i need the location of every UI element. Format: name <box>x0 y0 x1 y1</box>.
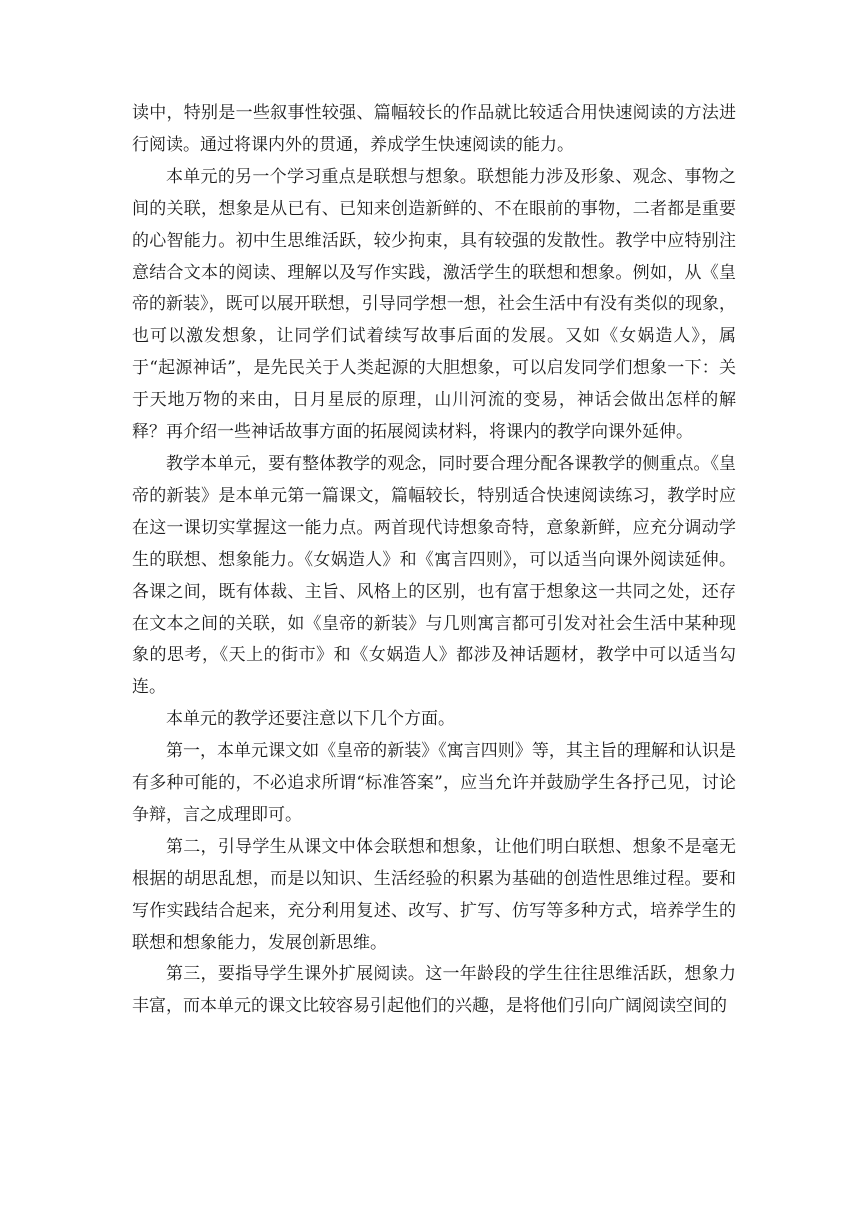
paragraph-point-three: 第三，要指导学生课外扩展阅读。这一年龄段的学生往往思维活跃，想象力丰富，而本单元的课文比较容易引起他们的兴趣，是将他们引向广阔阅读空间的 <box>132 964 736 1017</box>
paragraph-continuation: 读中，特别是一些叙事性较强、篇幅较长的作品就比较适合用快速阅读的方法进行阅读。通过将课内外的贯通，养成学生快速阅读的能力。 <box>132 103 736 155</box>
paragraph-association-imagination: 本单元的另一个学习重点是联想与想象。联想能力涉及形象、观念、事物之间的关联，想象是从已有、已知来创造新鲜的、不在眼前的事物，二者都是重要的心智能力。初中生思维活跃，较少拘束，具有较强的发散性。教学中应特别注意结合文本的阅读、理解以及写作实践，激活学生的联想和想象。例如，从《皇帝的新装》，既可以展开联想，引导同学想一想，社会生活中有没有类似的现象，也可以激发想象，让同学们试着续写故事后面的发展。又如《女娲造人》，属于“起源神话”，是先民关于人类起源的大胆想象，可以启发同学们想象一下：关于天地万物的来由，日月星辰的原理，山川河流的变易，神话会做出怎样的解释？再介绍一些神话故事方面的拓展阅读材料，将课内的教学向课外延伸。 <box>132 166 736 443</box>
paragraph-attention-intro: 本单元的教学还要注意以下几个方面。 <box>166 709 455 730</box>
paragraph-point-one: 第一，本单元课文如《皇帝的新装》《寓言四则》等，其主旨的理解和认识是有多种可能的，不必追求所谓“标准答案”，应当允许并鼓励学生各抒己见，讨论争辩，言之成理即可。 <box>132 741 736 825</box>
document-body <box>132 98 736 1023</box>
paragraph-overall-teaching: 教学本单元，要有整体教学的观念，同时要合理分配各课教学的侧重点。《皇帝的新装》是本单元第一篇课文，篇幅较长，特别适合快速阅读练习，教学时应在这一课切实掌握这一能力点。两首现代诗想象奇特，意象新鲜，应充分调动学生的联想、想象能力。《女娲造人》和《寓言四则》，可以适当向课外阅读延伸。各课之间，既有体裁、主旨、风格上的区别，也有富于想象这一共同之处，还存在文本之间的关联，如《皇帝的新装》与几则寓言都可引发对社会生活中某种现象的思考，《天上的街市》和《女娲造人》都涉及神话题材，教学中可以适当勾连。 <box>132 453 736 698</box>
paragraph-point-two: 第二，引导学生从课文中体会联想和想象，让他们明白联想、想象不是毫无根据的胡思乱想，而是以知识、生活经验的积累为基础的创造性思维过程。要和写作实践结合起来，充分利用复述、改写、扩写、仿写等多种方式，培养学生的联想和想象能力，发展创新思维。 <box>132 836 736 953</box>
